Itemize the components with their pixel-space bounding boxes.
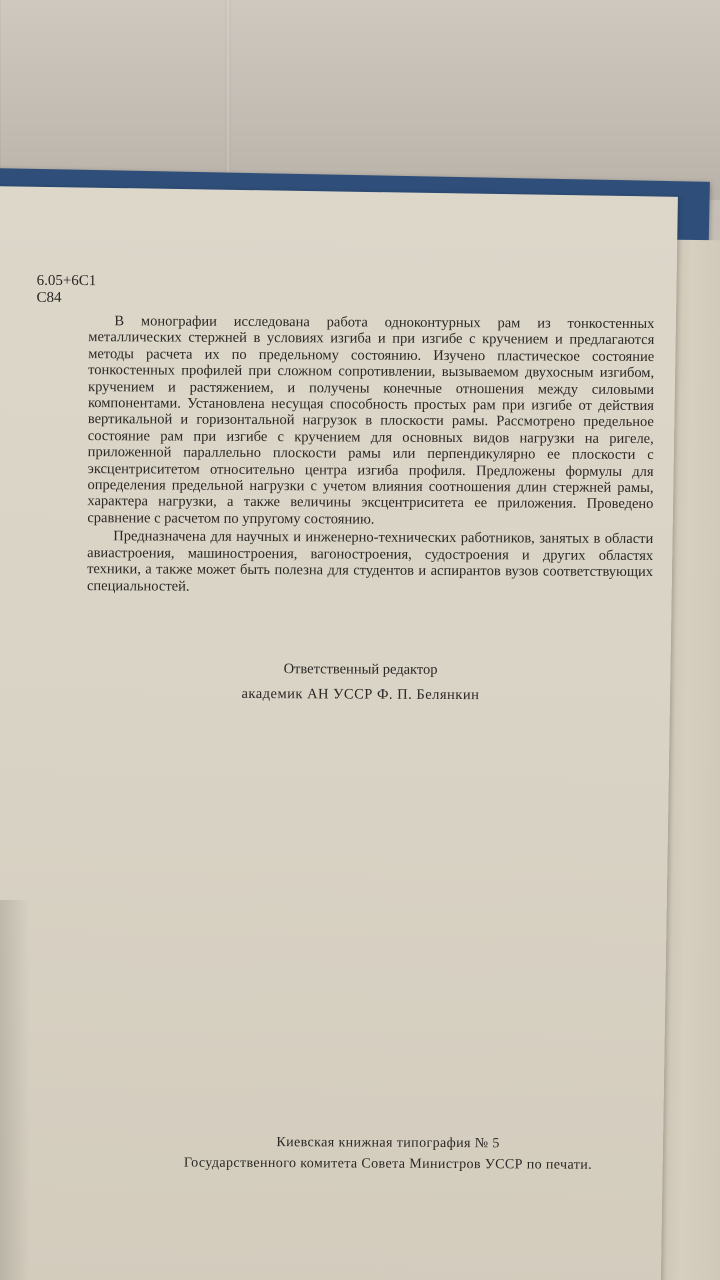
- imprint-line-2: Государственного комитета Совета Министров УССР по печати.: [183, 1155, 593, 1173]
- classification-code-udc: 6.05+6С1: [36, 272, 97, 290]
- editor-label: Ответственный редактор: [283, 661, 438, 678]
- classification-codes: [36, 273, 622, 310]
- abstract: [87, 313, 654, 597]
- editor-name: академик АН УССР Ф. П. Белянкин: [241, 685, 480, 704]
- left-shadow: [0, 900, 30, 1280]
- abstract-paragraph-2: Предназначена для научных и инженерно-технических работников, занятых в области авиастроения, машиностроения, вагоностроения, судостроения и других областях техники, а также может быть полезна для студентов и аспирантов вузов соответствующих специальностей.: [86, 528, 654, 595]
- printing-imprint: [128, 1131, 648, 1176]
- page-content: [36, 272, 655, 1173]
- editor-block: [100, 656, 620, 709]
- imprint-line-1: Киевская книжная типография № 5: [276, 1135, 500, 1152]
- abstract-paragraph-1: В монографии исследована работа одноконтурных рам из тонкостенных металлических стержней в условиях изгиба и при изгибе с кручением и предлагаются методы расчета их по предельному состоянию. Изучено пластическое состояние тонкостенных профилей при сложном сопротивлении, вызываемом двухосным изгибом, кручением и растяжением, и получены конечные отношения между силовыми компонентами. Установлена несущая способность простых рам при изгибе от действия вертикальной и горизонтальной нагрузок в плоскости рамы. Рассмотрено предельное состояние рам при изгибе с кручением для основных видов нагрузки на ригеле, приложенной параллельно плоскости рамы или перпендикулярно ее плоскости с эксцентриситетом относительно центра изгиба профиля. Предложены формулы для определения предельной нагрузки с учетом влияния соотношения длин стержней рамы, характера нагрузки, а также величины эксцентриситета ее приложения. Проведено сравнение с расчетом по упругому состоянию.: [87, 313, 655, 528]
- cardboard-seam: [225, 0, 231, 190]
- book-page: [0, 186, 678, 1280]
- classification-code-author: С84: [36, 289, 62, 306]
